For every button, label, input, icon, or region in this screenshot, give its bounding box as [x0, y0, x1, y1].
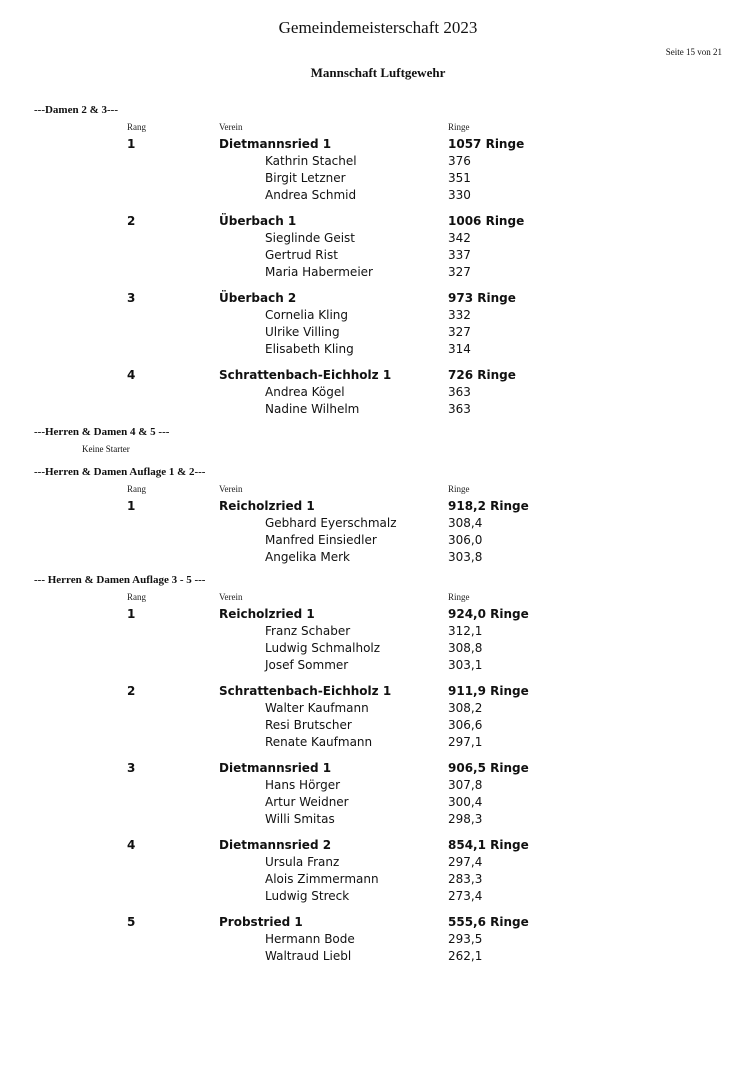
member-name: Andrea Kögel	[265, 385, 345, 399]
column-header-ringe: Ringe	[448, 122, 470, 132]
team-rank: 3	[127, 761, 136, 775]
member-name: Hans Hörger	[265, 778, 341, 792]
member-score: 303,8	[448, 550, 483, 564]
member-row	[0, 931, 756, 948]
column-header-verein: Verein	[219, 484, 243, 494]
member-row	[0, 324, 756, 341]
section-1	[0, 101, 756, 423]
member-row	[0, 515, 756, 532]
team-club: Schrattenbach-Eichholz 1	[219, 368, 392, 382]
team-row	[0, 760, 756, 777]
member-row	[0, 888, 756, 905]
team-club: Reicholzried 1	[219, 607, 315, 621]
team-club: Überbach 2	[219, 291, 297, 305]
member-name: Ursula Franz	[265, 855, 340, 869]
team-rank: 1	[127, 137, 136, 151]
member-score: 262,1	[448, 949, 483, 963]
team-club: Reicholzried 1	[219, 499, 315, 513]
member-row	[0, 734, 756, 751]
member-row	[0, 153, 756, 170]
member-name: Waltraud Liebl	[265, 949, 352, 963]
document-subtitle: Mannschaft Luftgewehr	[310, 65, 446, 80]
member-name: Elisabeth Kling	[265, 342, 354, 356]
team-club: Dietmannsried 1	[219, 761, 332, 775]
member-name: Andrea Schmid	[265, 188, 357, 202]
team-total: 973 Ringe	[448, 291, 516, 305]
member-score: 297,4	[448, 855, 483, 869]
member-name: Josef Sommer	[265, 658, 349, 672]
member-name: Artur Weidner	[265, 795, 349, 809]
member-name: Nadine Wilhelm	[265, 402, 360, 416]
section-title: ---Herren & Damen 4 & 5 ---	[34, 426, 170, 438]
team-row	[0, 837, 756, 854]
team-total: 906,5 Ringe	[448, 761, 529, 775]
member-name: Kathrin Stachel	[265, 154, 357, 168]
member-score: 363	[448, 402, 471, 416]
column-header-rang: Rang	[127, 592, 146, 602]
member-row	[0, 854, 756, 871]
member-name: Ulrike Villing	[265, 325, 340, 339]
team-total: 918,2 Ringe	[448, 499, 529, 513]
team-row	[0, 606, 756, 623]
team-row	[0, 498, 756, 515]
member-name: Renate Kaufmann	[265, 735, 373, 749]
team-club: Dietmannsried 1	[219, 137, 332, 151]
member-row	[0, 640, 756, 657]
column-header-ringe: Ringe	[448, 484, 470, 494]
member-score: 327	[448, 325, 471, 339]
team-rank: 4	[127, 838, 136, 852]
team-club: Überbach 1	[219, 214, 297, 228]
member-name: Alois Zimmermann	[265, 872, 379, 886]
column-header-verein: Verein	[219, 592, 243, 602]
member-score: 298,3	[448, 812, 483, 826]
column-header-rang: Rang	[127, 122, 146, 132]
team-club: Schrattenbach-Eichholz 1	[219, 684, 392, 698]
member-score: 308,2	[448, 701, 483, 715]
section-4	[0, 571, 756, 970]
member-row	[0, 623, 756, 640]
team-total: 555,6 Ringe	[448, 915, 529, 929]
member-row	[0, 948, 756, 965]
team-row	[0, 683, 756, 700]
team-row	[0, 136, 756, 153]
member-score: 332	[448, 308, 471, 322]
member-name: Sieglinde Geist	[265, 231, 356, 245]
member-row	[0, 307, 756, 324]
team-club: Dietmannsried 2	[219, 838, 332, 852]
section-2	[0, 423, 756, 463]
team-row	[0, 290, 756, 307]
member-row	[0, 187, 756, 204]
team-row	[0, 914, 756, 931]
member-row	[0, 657, 756, 674]
member-score: 297,1	[448, 735, 483, 749]
section-title: ---Damen 2 & 3---	[34, 104, 118, 116]
member-name: Gertrud Rist	[265, 248, 338, 262]
member-row	[0, 230, 756, 247]
member-row	[0, 700, 756, 717]
member-score: 363	[448, 385, 471, 399]
team-rank: 1	[127, 607, 136, 621]
column-header-verein: Verein	[219, 122, 243, 132]
member-name: Angelika Merk	[265, 550, 351, 564]
member-name: Willi Smitas	[265, 812, 335, 826]
team-total: 726 Ringe	[448, 368, 516, 382]
member-name: Ludwig Streck	[265, 889, 350, 903]
document-title: Gemeindemeisterschaft 2023	[278, 18, 478, 37]
member-score: 330	[448, 188, 471, 202]
member-name: Birgit Letzner	[265, 171, 346, 185]
column-header-row	[0, 119, 756, 136]
column-header-row	[0, 589, 756, 606]
team-rank: 2	[127, 684, 136, 698]
member-score: 307,8	[448, 778, 483, 792]
member-score: 342	[448, 231, 471, 245]
member-score: 308,4	[448, 516, 483, 530]
team-total: 1006 Ringe	[448, 214, 525, 228]
member-score: 312,1	[448, 624, 483, 638]
team-rank: 3	[127, 291, 136, 305]
team-total: 1057 Ringe	[448, 137, 525, 151]
member-score: 293,5	[448, 932, 483, 946]
column-header-ringe: Ringe	[448, 592, 470, 602]
member-score: 273,4	[448, 889, 483, 903]
member-row	[0, 264, 756, 281]
member-row	[0, 170, 756, 187]
team-row	[0, 213, 756, 230]
member-name: Franz Schaber	[265, 624, 351, 638]
member-score: 300,4	[448, 795, 483, 809]
team-club: Probstried 1	[219, 915, 303, 929]
member-row	[0, 777, 756, 794]
team-row	[0, 367, 756, 384]
member-row	[0, 532, 756, 549]
member-score: 376	[448, 154, 471, 168]
member-score: 303,1	[448, 658, 483, 672]
team-rank: 1	[127, 499, 136, 513]
member-name: Hermann Bode	[265, 932, 355, 946]
member-score: 308,8	[448, 641, 483, 655]
page-number: Seite 15 von 21	[665, 47, 722, 57]
member-name: Resi Brutscher	[265, 718, 352, 732]
column-header-rang: Rang	[127, 484, 146, 494]
member-score: 337	[448, 248, 471, 262]
team-total: 911,9 Ringe	[448, 684, 529, 698]
member-name: Cornelia Kling	[265, 308, 349, 322]
member-name: Maria Habermeier	[265, 265, 373, 279]
team-total: 854,1 Ringe	[448, 838, 529, 852]
member-name: Gebhard Eyerschmalz	[265, 516, 397, 530]
member-score: 327	[448, 265, 471, 279]
member-row	[0, 811, 756, 828]
section-title: --- Herren & Damen Auflage 3 - 5 ---	[34, 574, 206, 586]
member-score: 306,0	[448, 533, 483, 547]
member-row	[0, 247, 756, 264]
section-3	[0, 463, 756, 571]
member-name: Manfred Einsiedler	[265, 533, 377, 547]
member-row	[0, 549, 756, 566]
results-list	[0, 101, 756, 970]
team-rank: 4	[127, 368, 136, 382]
member-row	[0, 341, 756, 358]
member-score: 314	[448, 342, 471, 356]
member-row	[0, 384, 756, 401]
member-row	[0, 871, 756, 888]
member-row	[0, 717, 756, 734]
member-name: Ludwig Schmalholz	[265, 641, 381, 655]
team-total: 924,0 Ringe	[448, 607, 529, 621]
member-row	[0, 794, 756, 811]
section-title: ---Herren & Damen Auflage 1 & 2---	[34, 466, 206, 478]
member-name: Walter Kaufmann	[265, 701, 369, 715]
team-rank: 5	[127, 915, 136, 929]
column-header-row	[0, 481, 756, 498]
member-score: 283,3	[448, 872, 483, 886]
member-score: 351	[448, 171, 471, 185]
member-row	[0, 401, 756, 418]
member-score: 306,6	[448, 718, 483, 732]
team-rank: 2	[127, 214, 136, 228]
section-note: Keine Starter	[82, 444, 130, 454]
